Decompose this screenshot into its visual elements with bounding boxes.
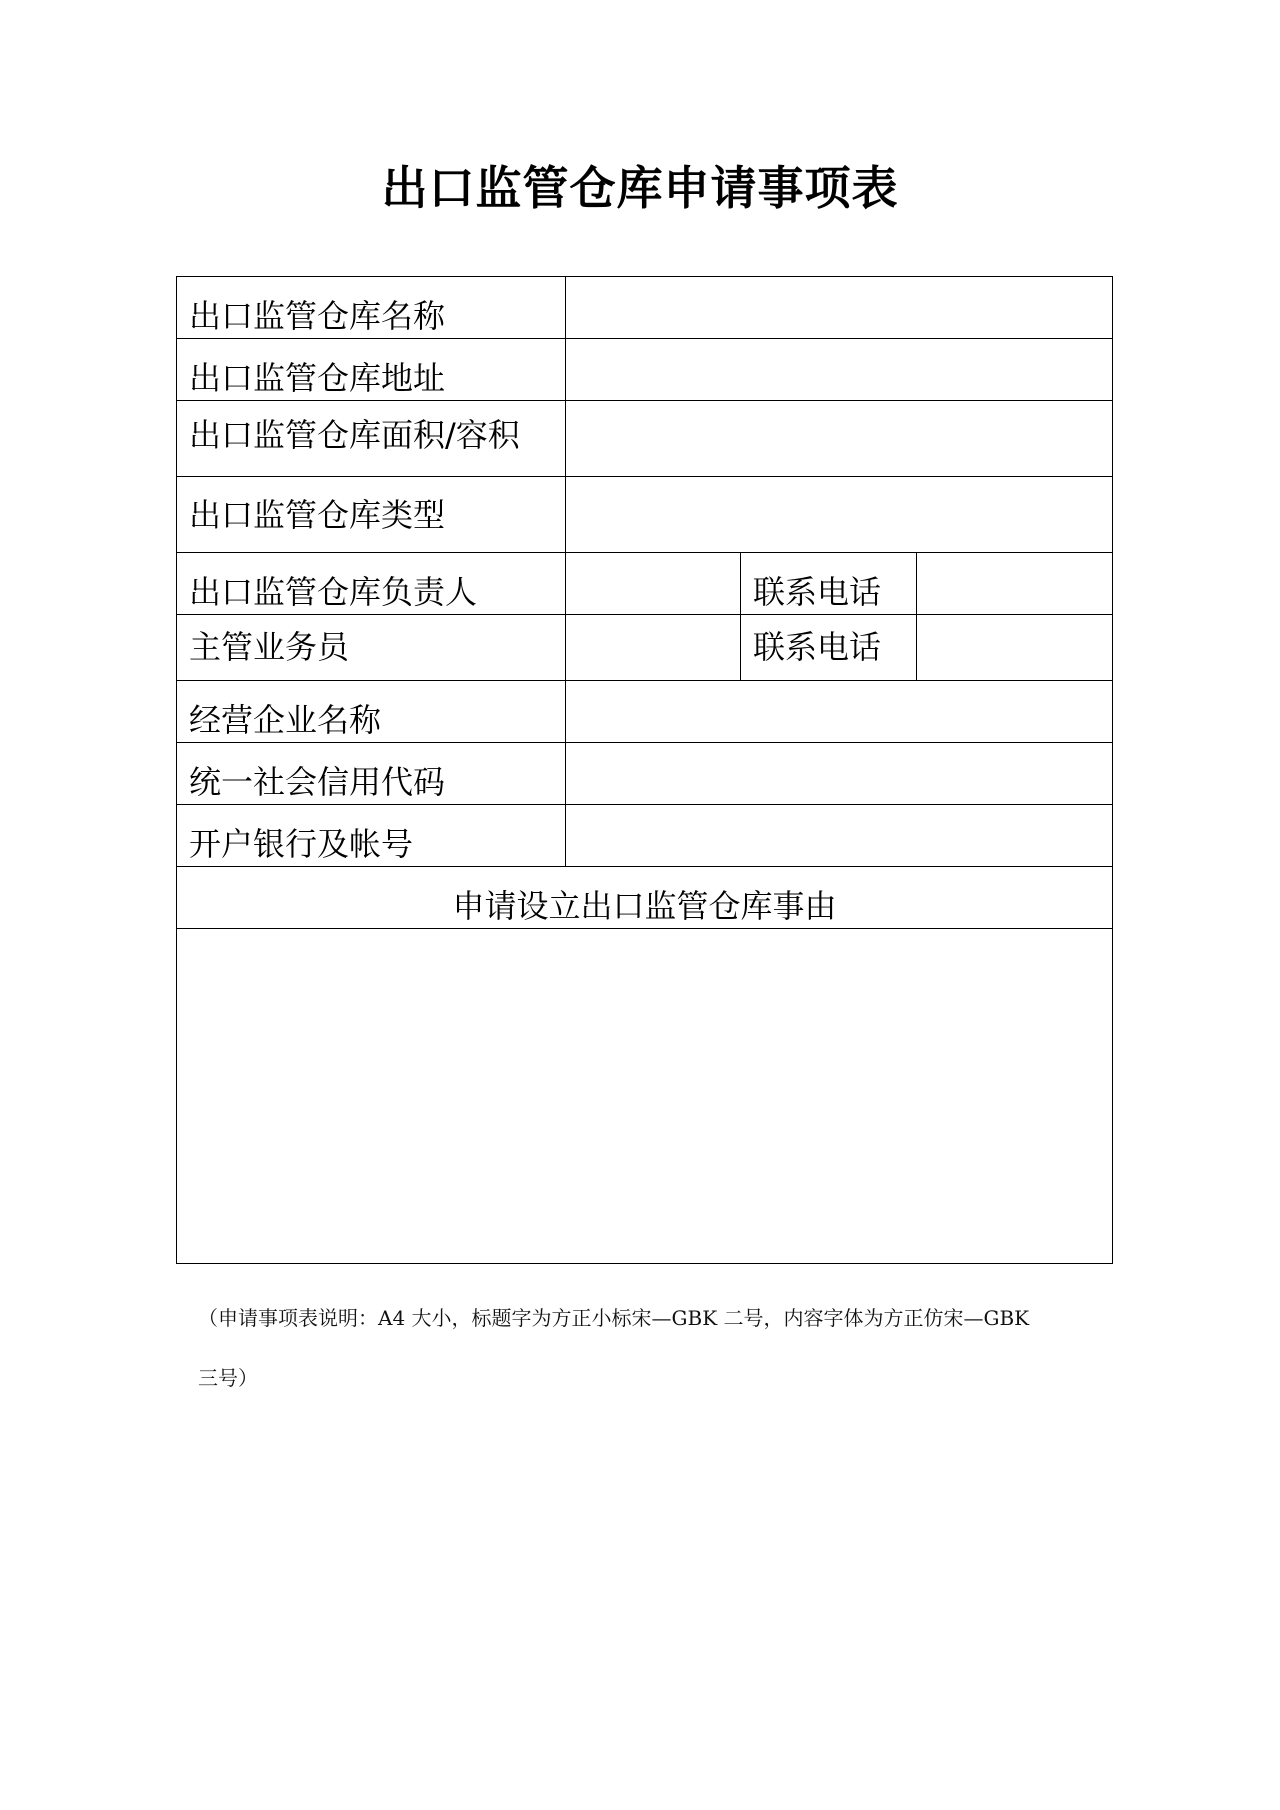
label-warehouse-name: 出口监管仓库名称 [177,277,566,339]
row-warehouse-type [177,477,1113,553]
input-warehouse-manager[interactable] [566,553,741,615]
label-warehouse-type: 出口监管仓库类型 [177,477,566,553]
input-company-name[interactable] [566,681,1113,743]
form-title: 出口监管仓库申请事项表 [381,161,899,215]
application-form-table [176,276,1113,1264]
row-reason-header [177,867,1113,929]
label-salesperson: 主管业务员 [177,615,566,681]
row-warehouse-name [177,277,1113,339]
note-line-1: （申请事项表说明：A4 大小，标题字为方正小标宋—GBK 二号，内容字体为方正仿宋—GBK [198,1306,1030,1330]
row-company-name [177,681,1113,743]
form-note [198,1288,1098,1408]
label-warehouse-area: 出口监管仓库面积/容积 [177,401,566,477]
input-phone-1[interactable] [917,553,1113,615]
row-bank-account [177,805,1113,867]
label-phone-2: 联系电话 [741,615,917,681]
row-warehouse-manager [177,553,1113,615]
input-warehouse-address[interactable] [566,339,1113,401]
row-salesperson [177,615,1113,681]
label-warehouse-address: 出口监管仓库地址 [177,339,566,401]
label-credit-code: 统一社会信用代码 [177,743,566,805]
label-phone-1: 联系电话 [741,553,917,615]
label-bank-account: 开户银行及帐号 [177,805,566,867]
input-credit-code[interactable] [566,743,1113,805]
row-warehouse-address [177,339,1113,401]
reason-text-area[interactable] [177,929,1113,1264]
input-warehouse-type[interactable] [566,477,1113,553]
reason-header: 申请设立出口监管仓库事由 [177,867,1113,929]
row-credit-code [177,743,1113,805]
input-warehouse-area[interactable] [566,401,1113,477]
label-company-name: 经营企业名称 [177,681,566,743]
input-salesperson[interactable] [566,615,741,681]
row-warehouse-area [177,401,1113,477]
label-warehouse-manager: 出口监管仓库负责人 [177,553,566,615]
note-line-2: 三号） [198,1366,258,1390]
row-reason-body [177,929,1113,1264]
input-bank-account[interactable] [566,805,1113,867]
input-phone-2[interactable] [917,615,1113,681]
input-warehouse-name[interactable] [566,277,1113,339]
